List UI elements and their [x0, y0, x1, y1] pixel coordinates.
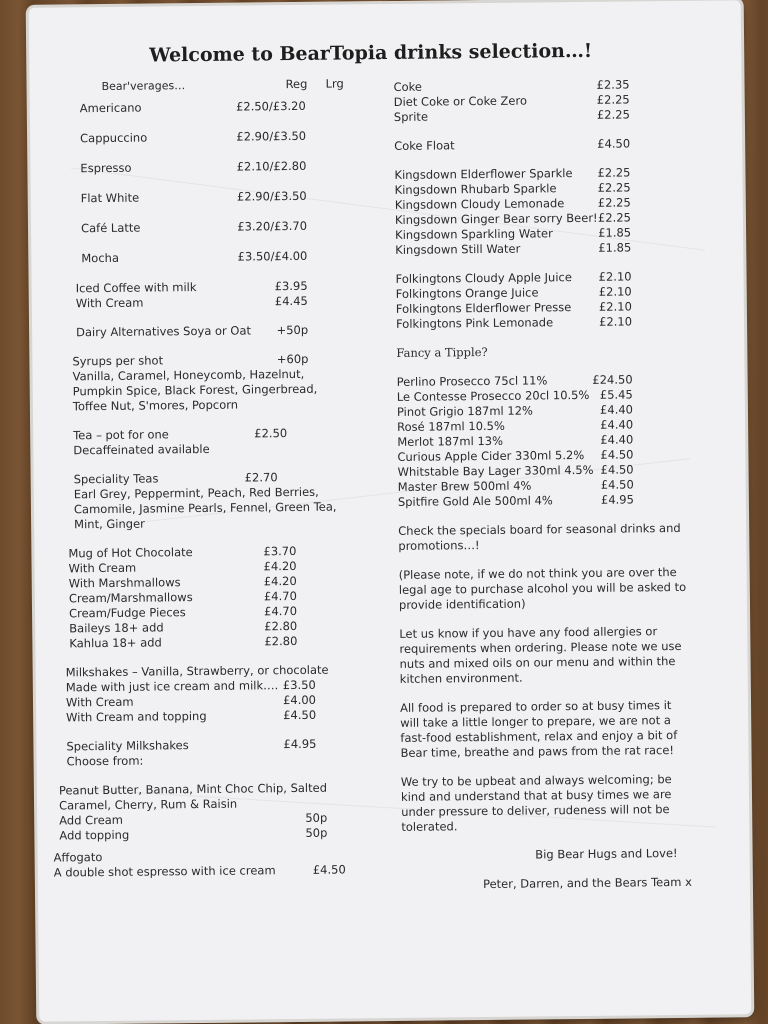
item-price: £4.70: [263, 588, 297, 604]
item-name: Tea – pot for one: [73, 427, 169, 443]
affogato-title: Affogato: [53, 850, 103, 865]
item-price: £3.20/£3.70: [237, 218, 308, 234]
menu-item: [81, 189, 307, 206]
menu-item: [81, 219, 307, 236]
item-price: £2.80: [264, 618, 298, 634]
item-name: Speciality Teas: [73, 471, 159, 487]
menu-item: [80, 129, 306, 146]
age-note: (Please note, if we do not think you are over the legal age to purchase alcohol you will be asked to provide identification): [398, 565, 687, 612]
item-name: Spitfire Gold Ale 500ml 4%: [397, 493, 553, 509]
item-price: £2.35: [596, 77, 630, 92]
allergy-note: Let us know if you have any food allergies or requirements when ordering. Please note we use nuts and mixed oils on our menu and within the kitchen environment.: [399, 624, 682, 686]
item-name: Baileys 18+ add: [69, 620, 164, 636]
item-name: Kingsdown Cloudy Lemonade: [394, 196, 565, 212]
item-name: Kingsdown Sparkling Water: [395, 226, 553, 242]
item-price: £4.40: [599, 402, 634, 417]
item-name: Coke: [393, 79, 423, 94]
item-price: £2.90/£3.50: [236, 188, 307, 204]
menu-item: [80, 99, 306, 116]
item-name: Le Contesse Prosecco 20cl 10.5%: [396, 387, 590, 404]
item-name: Kingsdown Ginger Bear sorry Beer!: [394, 210, 598, 227]
menu-item: [59, 826, 339, 844]
item-price: 50p: [305, 810, 328, 825]
item-name: Sprite: [393, 109, 429, 124]
item-price: £4.50: [283, 707, 317, 723]
item-name: Made with just ice cream and milk….: [65, 678, 279, 695]
item-name: Iced Coffee with milk: [75, 280, 197, 296]
food-note: All food is prepared to order so at busy times it will take a little longer to prepare, we are not a fast-food establishment, relax and enjoy a bit of Bear time, breathe and paws from the rat race!: [399, 698, 678, 760]
item-price: £4.00: [282, 692, 317, 708]
item-price: 50p: [305, 825, 328, 840]
item-price: £3.95: [274, 278, 308, 294]
item-price: £2.25: [596, 92, 630, 107]
menu-item: [69, 634, 297, 651]
item-price: £4.50: [600, 477, 634, 492]
milkshake-flavours: Peanut Butter, Banana, Mint Choc Chip, Salted Caramel, Cherry, Rum & Raisin: [58, 780, 328, 813]
item-name: Mocha: [81, 250, 120, 266]
item-name: With Cream: [68, 560, 137, 576]
item-name: Add topping: [59, 827, 130, 843]
specials-note: Check the specials board for seasonal drinks and promotions…!: [398, 520, 681, 553]
menu-item: [398, 492, 634, 509]
section-fancy-a-tipple: Fancy a Tipple?: [396, 344, 488, 360]
item-name: Merlot 187ml 13%: [397, 433, 504, 449]
menu-item: [66, 737, 316, 755]
reg-label: Reg: [285, 76, 308, 92]
item-name: Café Latte: [80, 220, 141, 236]
item-price: £4.20: [263, 573, 297, 589]
menu-item: [76, 294, 308, 311]
item-name: A double shot espresso with ice cream: [53, 863, 276, 880]
tea-list: Earl Grey, Peppermint, Peach, Red Berries, Camomile, Jasmine Pearls, Fennel, Green Tea, Mint, Ginger: [73, 484, 337, 532]
item-price: £4.50: [312, 862, 346, 877]
tea-note: Decaffeinated available: [73, 441, 210, 458]
section-bearverages: Bear'verages…: [101, 79, 186, 93]
item-name: Folkingtons Elderflower Presse: [395, 300, 572, 316]
menu-item: [80, 159, 306, 176]
item-price: £2.25: [597, 195, 631, 210]
item-price: £2.50: [254, 426, 288, 441]
item-price: £4.20: [263, 558, 297, 574]
choose-from: Choose from:: [66, 753, 144, 769]
item-price: £24.50: [592, 372, 633, 387]
item-name: Speciality Milkshakes: [66, 738, 189, 754]
welcome-note: We try to be upbeat and always welcoming; be kind and understand that at busy times we are under pressure to deliver, rudeness will not be tolerated.: [400, 772, 672, 834]
left-column: [43, 76, 373, 880]
drinks-menu-sheet: [29, 0, 752, 1021]
item-price: £2.90/£3.50: [236, 128, 307, 144]
item-name: With Marshmallows: [68, 575, 181, 591]
item-name: Syrups per shot: [72, 353, 164, 369]
item-name: Diet Coke or Coke Zero: [393, 93, 528, 109]
milkshakes-title: Milkshakes – Vanilla, Strawberry, or chocolate: [65, 662, 329, 680]
item-name: With Cream and topping: [66, 708, 207, 725]
item-name: Cappuccino: [80, 130, 148, 146]
menu-item: [396, 314, 632, 331]
menu-item: [395, 240, 631, 257]
menu-item: [76, 323, 308, 340]
item-price: £2.80: [264, 633, 298, 649]
item-name: Whitstable Bay Lager 330ml 4.5%: [397, 462, 594, 479]
menu-item: [72, 351, 348, 369]
right-column: [393, 77, 711, 893]
menu-item: [394, 107, 630, 124]
item-name: Rosé 187ml 10.5%: [397, 418, 505, 434]
item-price: £2.10: [599, 314, 633, 329]
item-price: £2.50/£3.20: [235, 98, 306, 114]
item-price: £4.70: [264, 603, 298, 619]
item-price: £2.25: [597, 165, 631, 180]
item-name: Kingsdown Rhubarb Sparkle: [394, 181, 557, 197]
item-price: £2.10: [598, 269, 632, 284]
item-name: Add Cream: [59, 812, 124, 828]
item-price: £4.50: [597, 136, 631, 151]
menu-item: [66, 708, 316, 726]
item-name: Folkingtons Orange Juice: [395, 285, 539, 301]
item-name: Cream/Fudge Pieces: [68, 605, 186, 621]
signoff: Big Bear Hugs and Love!: [535, 846, 678, 862]
lrg-label: Lrg: [325, 76, 344, 91]
item-name: Espresso: [80, 160, 132, 176]
item-price: £4.95: [600, 492, 634, 507]
item-name: Kingsdown Still Water: [395, 241, 521, 257]
item-name: Kingsdown Elderflower Sparkle: [394, 166, 573, 182]
item-name: With Cream: [75, 295, 144, 311]
item-price: £4.50: [600, 462, 634, 477]
item-name: Master Brew 500ml 4%: [397, 478, 532, 494]
item-name: Pinot Grigio 187ml 12%: [396, 403, 533, 419]
item-price: £3.50: [282, 677, 316, 693]
item-price: £4.95: [283, 736, 317, 752]
item-name: Kahlua 18+ add: [69, 635, 162, 651]
item-name: Mug of Hot Chocolate: [68, 545, 193, 561]
item-price: £2.10: [598, 284, 632, 299]
item-price: £4.50: [600, 447, 634, 462]
item-price: £4.45: [274, 293, 308, 309]
item-price: £2.10: [598, 299, 632, 314]
syrup-flavours: Vanilla, Caramel, Honeycomb, Hazelnut, Pumpkin Spice, Black Forest, Gingerbread, Toffee Nut, S'mores, Popcorn: [72, 366, 318, 414]
item-price: +50p: [276, 322, 309, 338]
item-name: Folkingtons Pink Lemonade: [395, 315, 554, 331]
menu-title: Welcome to BearTopia drinks selection…!: [149, 39, 593, 67]
item-price: £2.10/£2.80: [236, 158, 307, 174]
item-price: £5.45: [599, 387, 633, 402]
item-price: £1.85: [598, 240, 632, 255]
item-name: Coke Float: [394, 138, 455, 153]
item-price: £2.25: [597, 210, 632, 225]
item-price: £4.40: [600, 417, 634, 432]
item-price: +60p: [276, 351, 309, 367]
item-name: Flat White: [80, 190, 140, 206]
item-price: £1.85: [598, 225, 632, 240]
menu-item: [394, 136, 630, 153]
item-price: £3.70: [263, 543, 297, 559]
item-price: £4.40: [600, 432, 634, 447]
menu-item: [54, 862, 346, 880]
item-name: With Cream: [65, 694, 134, 710]
item-name: Americano: [79, 100, 142, 116]
signature: Peter, Darren, and the Bears Team x: [482, 874, 692, 892]
item-name: Cream/Marshmallows: [68, 590, 193, 606]
item-price: £3.50/£4.00: [237, 248, 308, 264]
item-price: £2.25: [596, 107, 630, 122]
item-name: Perlino Prosecco 75cl 11%: [396, 373, 548, 389]
item-name: Folkingtons Cloudy Apple Juice: [395, 270, 572, 286]
item-price: £2.25: [597, 180, 631, 195]
menu-item: [81, 249, 307, 266]
item-name: Curious Apple Cider 330ml 5.2%: [397, 447, 585, 464]
item-price: £2.70: [244, 470, 278, 485]
item-name: Dairy Alternatives Soya or Oat: [76, 323, 252, 340]
